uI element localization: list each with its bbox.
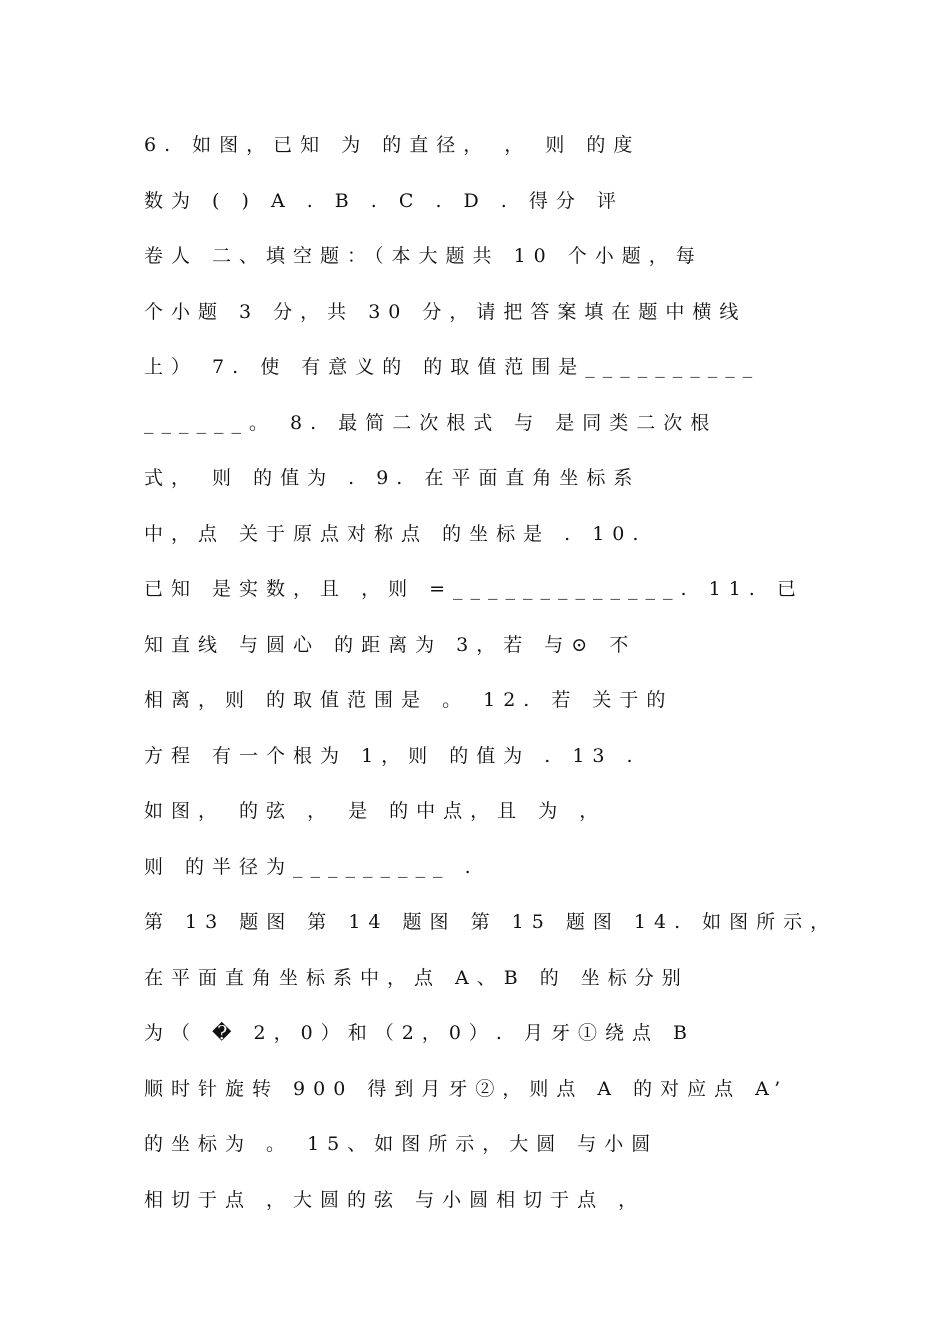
text-line: 相离，则 的取值范围是 。 12. 若 关于的 — [144, 689, 674, 711]
text-line: 卷人 二、填空题：（本大题共 10 个小题，每 — [144, 245, 703, 267]
text-line: 第 13 题图 第 14 题图 第 15 题图 14. 如图所示， — [144, 911, 838, 933]
text-line: 顺时针旋转 900 得到月牙②，则点 A 的对应点 A’ — [144, 1077, 789, 1100]
text-line: 数为 ( ) A . B . C . D . 得分 评 — [144, 189, 624, 212]
text-line: 式， 则 的值为 . 9. 在平面直角坐标系 — [144, 467, 641, 489]
text-line: 已知 是实数，且 ，则 =_____________. 11. 已 — [144, 578, 804, 600]
text-line: 如图， 的弦 ， 是 的中点，且 为 ， — [144, 800, 607, 822]
exam-text-block — [144, 118, 838, 1228]
text-line: 为（ � 2，0）和（2，0）. 月牙①绕点 B — [144, 1022, 695, 1044]
text-line: 上） 7. 使 有意义的 的取值范围是__________ — [144, 356, 761, 378]
text-line: 中，点 关于原点对称点 的坐标是 . 10. — [144, 522, 647, 545]
text-line: 则 的半径为_________ . — [144, 855, 479, 878]
text-line: 在平面直角坐标系中，点 A、B 的 坐标分别 — [144, 966, 689, 989]
text-line: ______。 8. 最简二次根式 与 是同类二次根 — [144, 411, 718, 434]
text-line: 6. 如图，已知 为 的直径， ， 则 的度 — [144, 134, 641, 156]
text-line: 方程 有一个根为 1，则 的值为 . 13 . — [144, 744, 641, 767]
text-line: 的坐标为 。 15、如图所示，大圆 与小圆 — [144, 1133, 659, 1155]
text-line: 知直线 与圆心 的距离为 3，若 与⊙ 不 — [144, 633, 637, 656]
text-line: 个小题 3 分，共 30 分，请把答案填在题中横线 — [144, 300, 747, 323]
text-line: 相切于点 ，大圆的弦 与小圆相切于点 ， — [144, 1188, 646, 1211]
